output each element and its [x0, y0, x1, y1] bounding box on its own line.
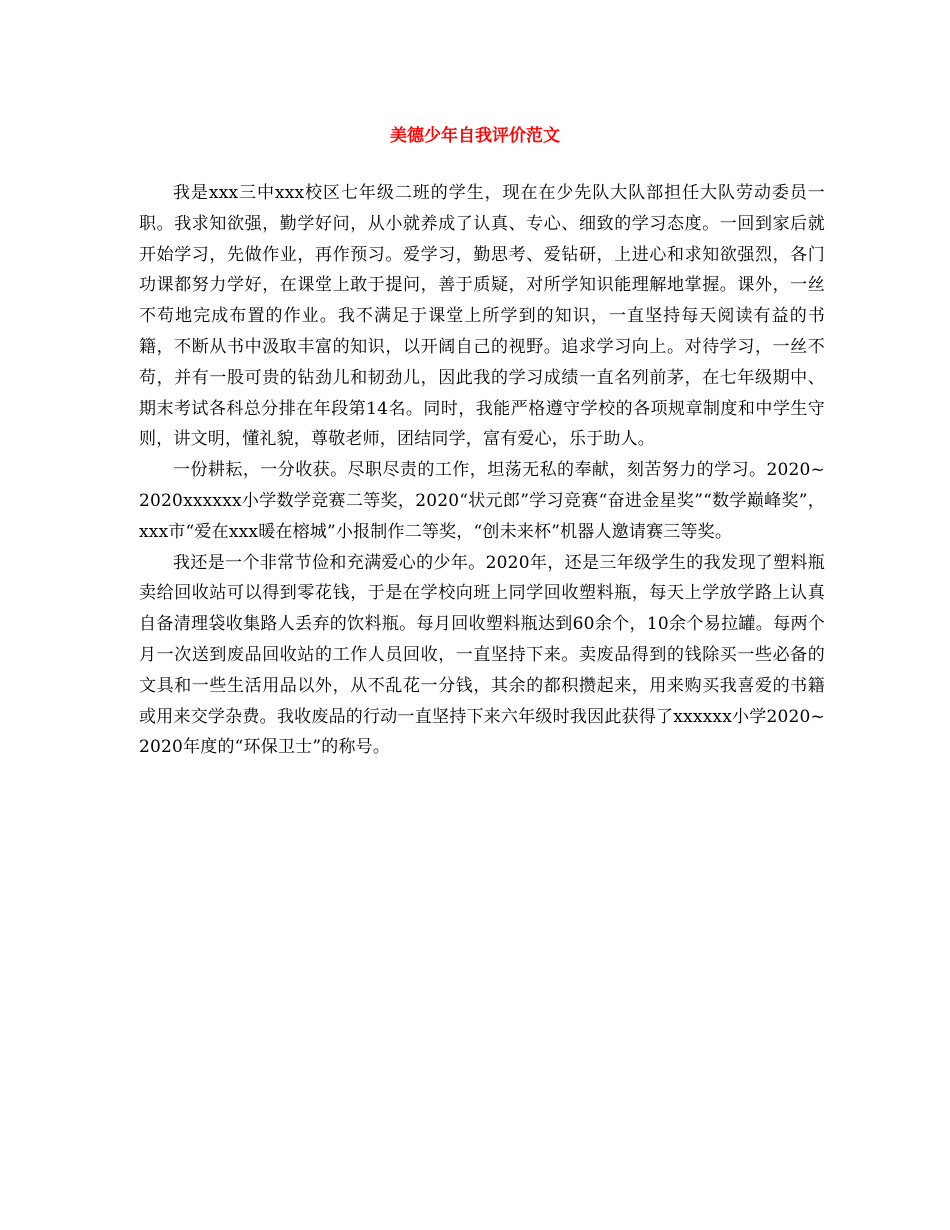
paragraph-2: 一份耕耘，一分收获。尽职尽责的工作，坦荡无私的奉献，刻苦努力的学习。2020~2020xxxxxx小学数学竞赛二等奖，2020“状元郎”学习竞赛“奋进金星奖”“数学巅峰奖”，xxx市“爱在xxx暖在榕城”小报制作二等奖，“创未来杯”机器人邀请赛三等奖。	[139, 460, 825, 542]
document-body	[139, 178, 825, 763]
document-title: 美德少年自我评价范文	[390, 126, 560, 146]
paragraph-1: 我是xxx三中xxx校区七年级二班的学生，现在在少先队大队部担任大队劳动委员一职。我求知欲强，勤学好问，从小就养成了认真、专心、细致的学习态度。一回到家后就开始学习，先做作业，再作预习。爱学习，勤思考、爱钻研，上进心和求知欲强烈，各门功课都努力学好，在课堂上敢于提问，善于质疑，对所学知识能理解地掌握。课外，一丝不苟地完成布置的作业。我不满足于课堂上所学到的知识，一直坚持每天阅读有益的书籍，不断从书中汲取丰富的知识，以开阔自己的视野。追求学习向上。对待学习，一丝不苟，并有一股可贵的钻劲儿和韧劲儿，因此我的学习成绩一直名列前茅，在七年级期中、期末考试各科总分排在年段第14名。同时，我能严格遵守学校的各项规章制度和中学生守则，讲文明，懂礼貌，尊敬老师，团结同学，富有爱心，乐于助人。	[139, 183, 825, 450]
paragraph-3: 我还是一个非常节俭和充满爱心的少年。2020年，还是三年级学生的我发现了塑料瓶卖给回收站可以得到零花钱，于是在学校向班上同学回收塑料瓶，每天上学放学路上认真自备清理袋收集路人丢弃的饮料瓶。每月回收塑料瓶达到60余个，10余个易拉罐。每两个月一次送到废品回收站的工作人员回收，一直坚持下来。卖废品得到的钱除买一些必备的文具和一些生活用品以外，从不乱花一分钱，其余的都积攒起来，用来购买我喜爱的书籍或用来交学杂费。我收废品的行动一直坚持下来六年级时我因此获得了xxxxxx小学2020~2020年度的“环保卫士”的称号。	[139, 552, 825, 758]
